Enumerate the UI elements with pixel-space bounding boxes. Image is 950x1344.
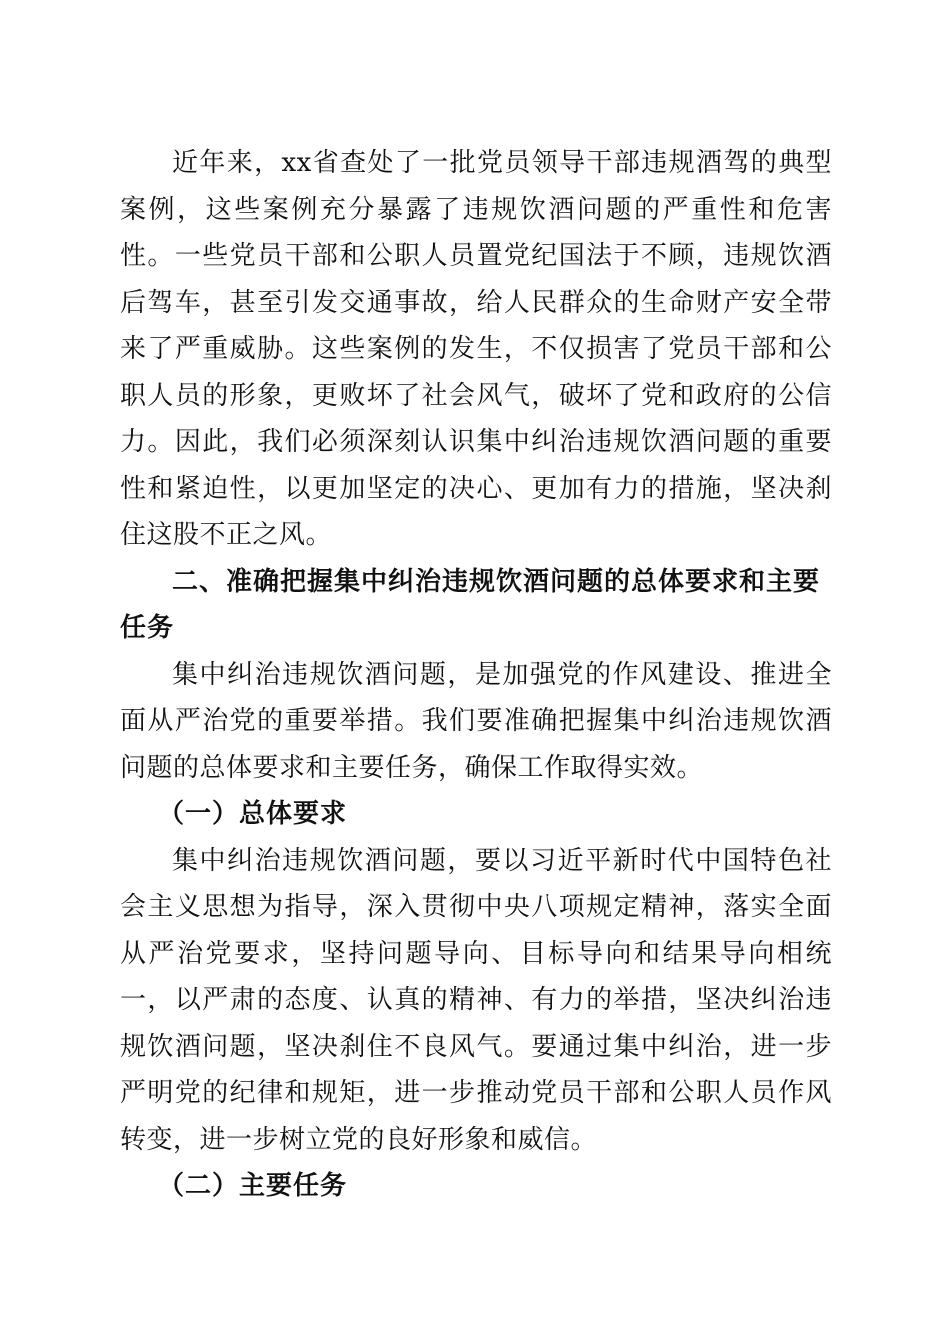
document-body <box>120 140 832 1210</box>
paragraph-section-intro: 集中纠治违规饮酒问题，是加强党的作风建设、推进全面从严治党的重要举措。我们要准确把握集中纠治违规饮酒问题的总体要求和主要任务，确保工作取得实效。 <box>120 659 832 783</box>
subheading-overall-requirements: （一）总体要求 <box>158 799 348 829</box>
section-heading-2: 二、准确把握集中纠治违规饮酒问题的总体要求和主要任务 <box>120 566 821 643</box>
subheading-main-tasks: （二）主要任务 <box>158 1171 348 1201</box>
paragraph-overall-requirements: 集中纠治违规饮酒问题，要以习近平新时代中国特色社会主义思想为指导，深入贯彻中央八项规定精神，落实全面从严治党要求，坚持问题导向、目标导向和结果导向相统一，以严肃的态度、认真的精神、有力的举措，坚决纠治违规饮酒问题，坚决刹住不良风气。要通过集中纠治，进一步严明党的纪律和规矩，进一步推动党员干部和公职人员作风转变，进一步树立党的良好形象和威信。 <box>120 845 832 1155</box>
paragraph-case-review: 近年来，xx省查处了一批党员领导干部违规酒驾的典型案例，这些案例充分暴露了违规饮酒问题的严重性和危害性。一些党员干部和公职人员置党纪国法于不顾，违规饮酒后驾车，甚至引发交通事故，给人民群众的生命财产安全带来了严重威胁。这些案例的发生，不仅损害了党员干部和公职人员的形象，更败坏了社会风气，破坏了党和政府的公信力。因此，我们必须深刻认识集中纠治违规饮酒问题的重要性和紧迫性，以更加坚定的决心、更加有力的措施，坚决刹住这股不正之风。 <box>120 148 832 550</box>
